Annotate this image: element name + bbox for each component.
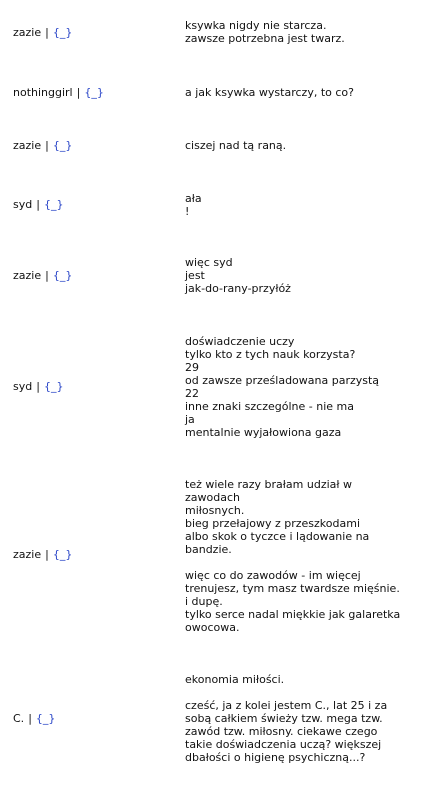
comment-link[interactable]: {_} [52,548,73,561]
author-name: zazie [13,269,42,282]
author-separator: | [36,198,40,211]
comment-text: ciszej nad tą raną. [185,139,287,152]
comment-author-line [13,380,63,393]
author-name: zazie [13,548,42,561]
comment-author-line [13,198,63,211]
comment-text: doświadczenie uczy tylko kto z tych nauk korzysta? 29 od zawsze prześladowana parzystą 22 inne znaki szczególne - nie ma ja mentalnie wyjałowiona gaza [185,335,380,439]
comment-text: ekonomia miłości. cześć, ja z kolei jestem C., lat 25 i za sobą całkiem świeży tzw. mega tzw. zawód tzw. miłosny. ciekawe czego takie doświadczenia uczą? większej dbałości o higienę psychiczną...? [185,673,388,764]
comment-link[interactable]: {_} [52,26,73,39]
author-separator: | [45,26,49,39]
author-name: C. [13,712,25,725]
comment-link[interactable]: {_} [43,380,64,393]
comment-text: ksywka nigdy nie starcza. zawsze potrzebna jest twarz. [185,19,345,45]
comment-text: też wiele razy brałam udział w zawodach miłosnych. bieg przełajowy z przeszkodami albo skok o tyczce i lądowanie na bandzie. więc co do zawodów - im więcej trenujesz, tym masz twardsze mięśnie. i dupę. tylko serce nadal miękkie jak galaretka owocowa. [185,478,401,634]
comment-link[interactable]: {_} [35,712,56,725]
comment-link[interactable]: {_} [84,86,104,99]
author-name: syd [13,380,33,393]
author-name: syd [13,198,33,211]
author-name: zazie [13,139,42,152]
author-name: zazie [13,26,42,39]
author-separator: | [45,139,49,152]
author-separator: | [76,86,81,99]
author-separator: | [45,269,49,282]
comment-author-line [13,26,72,39]
author-separator: | [45,548,49,561]
comment-author-line [13,548,72,561]
comment-link[interactable]: {_} [52,269,73,282]
comment-text: więc syd jest jak-do-rany-przyłóż [185,256,291,295]
author-separator: | [28,712,32,725]
comment-author-line [13,712,55,725]
author-name: nothinggirl [13,86,73,99]
comment-text: a jak ksywka wystarczy, to co? [185,86,354,99]
comment-author-line [13,269,72,282]
author-separator: | [36,380,40,393]
comment-link[interactable]: {_} [43,198,64,211]
comment-link[interactable]: {_} [52,139,73,152]
comment-author-line [13,139,72,152]
comment-author-line [13,86,104,99]
comment-text: ała ! [185,192,202,218]
